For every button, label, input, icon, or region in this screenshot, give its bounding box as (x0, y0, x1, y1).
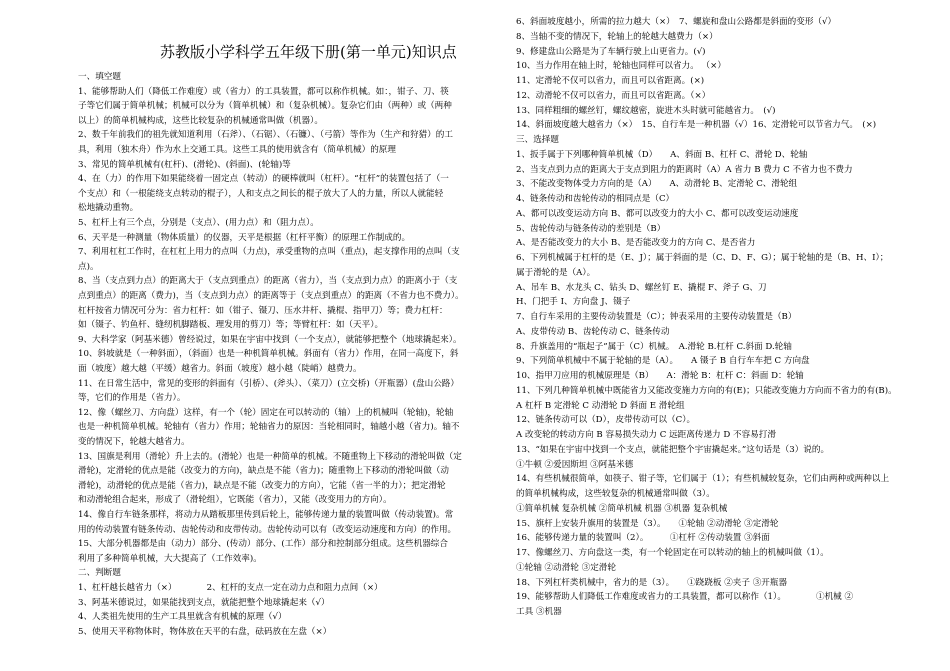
text-line: 2、当支点到力点的距离大于支点到阻力的距离时（A）A 省力 B 费力 C 不省力也不费力 (516, 164, 853, 175)
text-line: 以上）的简单机械构成，这些比较复杂的机械通常叫做（机器）。 (78, 115, 323, 126)
text-line: 也是一种机简单机械。轮轴有（省力）作用；轮轴省力的原因：当轮相同时，轴越小越（省力)。轴不 (78, 422, 460, 433)
text-line: A 改变轮的转动方向 B 容易损失动力 C 远距离传递力 D 不容易打滑 (516, 430, 776, 440)
text-line: 15、大部分机器都是由（动力）部分、(传动）部分、(工作）部分和控制部分组成。这些机器综合 (78, 539, 448, 550)
text-line: 6、斜面坡度越小，所需的拉力越大（×） 7、螺旋和盘山公路都是斜面的变形（√） (516, 17, 837, 27)
text-line: 5、齿轮传动与链条传动的差别是（B） (516, 223, 666, 234)
text-line: 13、国旗是利用（滑轮）升上去的。(滑轮）也是一种简单的机械。不随重物上下移动的滑轮叫做（定 (78, 451, 462, 462)
text-line: 二、判断题 (78, 568, 121, 579)
text-line: 面（坡度）越大越（平缓）越省力。斜面（坡度）越小越（陡峭）越费力。 (78, 364, 362, 374)
text-line: 9、修建盘山公路是为了车辆行驶上山更省力。(√) (516, 46, 706, 57)
text-line: 8、当（支点到力点）的距离大于（支点到重点）的距离（省力），当（支点到力点）的距离小于（支 (78, 276, 458, 287)
text-line: 3、阿基米德说过，如果能找到支点，就能把整个地球撬起来（√） (78, 597, 330, 608)
text-line: 松地撬动重物。 (78, 203, 139, 214)
text-line: 5、使用天平称物体时，物体放在天平的右盘，砝码放在左盘（×） (78, 626, 332, 637)
text-line: 10、当力作用在轴上时，轮轴也同样可以省力。 （×） (516, 61, 726, 72)
text-line: 6、天平是一种测量（物体质量）的仪器，天平是根据（杠杆平衡）的原理工作制成的。 (78, 232, 411, 243)
text-line: 14、像自行车链条那样，将动力从踏板那里传到后轮上，能够传递力量的装置叫做（传动装置)。常 (78, 510, 454, 520)
text-line: 3、不能改变物体受力方向的是（A） A、动滑轮 B、定滑轮 C、滑轮组 (516, 179, 798, 190)
text-line: 11、定滑轮不仅可以省力，而且可以省距离。(×) (516, 76, 705, 86)
text-line: 18、下列杠杆类机械中，省力的是（3）。 ①跷跷板 ②夹子 ③开瓶器 (516, 577, 788, 588)
text-line: 子等它们属于简单机械；机械可以分为（简单机械）和（复杂机械）。复杂它们由（两种）或（两种 (78, 101, 452, 112)
text-line: 杠杆按省力情况可分为：省力杠杆：如（钳子、镊刀、压水井杆、撬棍、指甲刀）等；费力杠杆： (78, 305, 448, 316)
text-line: 具，利用（独木舟）作为水上交通工具。这些工具的使用就含有（简单机械）的原理 (78, 145, 396, 155)
text-line: 8、当轴不变的情况下，轮轴上的轮越大越费力（×） (516, 31, 718, 42)
text-line: 6、下列机械属于杠杆的是（E、J）；属于斜面的是（C、D、F、G）；属于轮轴的是（B、H、I）； (516, 253, 889, 263)
text-line: 2、数千年前我们的祖先就知道利用（石斧）、（石锯）、（石镰）、（弓箭）等作为（生产和狩猎）的工 (78, 130, 453, 141)
text-line: 1、能够帮助人们（降低工作难度）或（省力）的工具装置，都可以称作机械。如：，钳子、刀、筷 (78, 86, 449, 97)
text-line: 点)。 (78, 261, 99, 272)
text-line: 利用了多种简单机械，大大提高了（工作效率)。 (78, 553, 262, 564)
text-line: 等，它们的作用是（省力）。 (78, 393, 186, 404)
text-line: 7、自行车采用的主要传动装置是（C）；钟表采用的主要传动装置是（B） (516, 312, 797, 322)
text-line: 13、同样粗细的螺丝钉，螺纹越密，旋进木头时就可能越省力。 (√) (516, 105, 776, 116)
text-line: 12、像（螺丝刀、方向盘）这样，有一个（轮）固定在可以转动的（轴）上的机械叫（轮轴)，轮轴 (78, 407, 454, 418)
text-line: 14、斜面坡度越大越省力（×） 15、自行车是一种机器（√）16、定滑轮可以节省力气。 (×) (516, 120, 877, 131)
text-line: 12、动滑轮不仅可以省力，而且可以省距离。（×） (516, 90, 711, 101)
text-line: 工具 ③机器 (516, 607, 562, 617)
text-line: 17、像螺丝刀、方向盘这一类，有一个轮固定在可以转动的轴上的机械叫做（1）。 (516, 548, 829, 558)
text-line: A 杠杆 B 定滑轮 C 动滑轮 D 斜面 E 滑轮组 (516, 400, 685, 411)
text-line: 个支点）和（一根能绕支点转动的棍子），人和支点之间长的棍子放大了人的力量，所以人就能轻 (78, 188, 444, 199)
text-line: 属于滑轮的是（A）。 (516, 267, 596, 278)
text-line: 16、能够传递力量的装置叫（2）。 ①杠杆 ②传动装置 ③斜面 (516, 533, 770, 544)
text-line: 7、利用杠杠工作时，在杠杠上用力的点叫（力点)，承受重物的点叫（重点)，起支撑作用的点叫（支 (78, 247, 460, 258)
text-line: 3、常见的简单机械有(杠杆)、(滑轮)、(斜面)、(轮轴)等 (78, 159, 291, 170)
text-line: 14、有些机械很简单，如筷子、钳子等，它们属于（1）；有些机械较复杂，它们由两种或两种以上 (516, 474, 890, 485)
text-line: 一、填空题 (78, 72, 121, 82)
text-line: 的简单机械构成，这些较复杂的机械通常叫做（3）。 (516, 489, 715, 499)
text-line: 滑轮)，动滑轮的优点是能（省力)，缺点是不能（改变力的方向），它能（省一半的力）；把定滑轮 (78, 480, 446, 491)
text-line: 点到重点）的距离（费力)，当（支点到力点）的距离等于（支点到重点）的距离（不省力也不费力）。 (78, 291, 464, 301)
text-line: ①简单机械 复杂机械 ②简单机械 机器 ③机器 复杂机械 (516, 503, 728, 514)
text-line: 1、杠杆越长越省力（×） 2、杠杆的支点一定在动力点和阻力点间（×） (78, 583, 383, 593)
text-line: 三、选择题 (516, 135, 559, 145)
text-line: 19、能够帮助人们降低工作难度或省力的工具装置，都可以称作（1）。 ①机械 ② (516, 592, 854, 603)
text-line: 12、链条传动可以（D），皮带传动可以（C）。 (516, 415, 696, 426)
text-line: 滑轮)，定滑轮的优点是能（改变力的方向)，缺点是不能（省力)；随重物上下移动的滑轮叫做（动 (78, 466, 449, 477)
text-line: 9、大科学家（阿基米德）曾经说过，如果在宇宙中找到（一个支点），就能够把整个（地球撬起来）。 (78, 334, 462, 345)
text-line: 4、人类祖先使用的生产工具里就含有机械的原理（√） (78, 612, 287, 623)
text-line: 和动滑轮组合起来，形成了（滑轮组），它既能（省力），又能（改变用力的方向）。 (78, 495, 392, 506)
text-line: 10、指甲刀应用的机械原理是（B） A：滑轮 B：杠杆 C：斜面 D：轮轴 (516, 371, 804, 381)
text-line: A、是否能改变力的大小 B、是否能改变力的方向 C、是否省力 (516, 238, 756, 249)
text-line: ①牛顿 ②爱因斯坦 ③阿基米德 (516, 459, 634, 470)
text-line: 变的情况下，轮越大越省力。 (78, 437, 190, 447)
text-line: A、吊车 B、水龙头 C、钻头 D、螺丝钉 E、撬棍 F、斧子 G、刀 (516, 282, 767, 293)
text-line: 1、扳手属于下列哪种简单机械（D） A、斜面 B、杠杆 C、滑轮 D、轮轴 (516, 149, 808, 160)
text-line: A、都可以改变运动方向 B、都可以改变力的大小 C、都可以改变运动速度 (516, 208, 799, 219)
text-line: 如（镊子、钓鱼杆、缝纫机脚踏板、理发用的剪刀）等；等臂杠杆：如（天平）。 (78, 320, 384, 331)
text-line: 4、链条传动和齿轮传动的相同点是（C） (516, 194, 675, 204)
text-line: 5、杠杆上有三个点，分别是（支点）、(用力点）和（阻力点）。 (78, 218, 319, 228)
text-line: 用的传动装置有链条传动、齿轮传动和皮带传动。齿轮传动可以有（改变运动速度和方向）的作用。 (78, 524, 457, 535)
text-line: 15、旗杆上安装升旗用的装置是（3）。 ①轮轴 ②动滑轮 ③定滑轮 (516, 518, 779, 529)
text-line: 11、下列几种简单机械中既能省力又能改变施力方向的有(E)；只能改变施力方向而不省力的有(B)。 (516, 385, 897, 396)
text-line: 10、斜坡就是（一种斜面），（斜面）也是一种机简单机械。斜面有（省力）作用，在同一高度下，斜 (78, 349, 459, 360)
text-line: H、门把手 I、方向盘 J、镊子 (516, 297, 631, 308)
page-title: 苏教版小学科学五年级下册(第一单元)知识点 (160, 43, 457, 61)
text-line: A、皮带传动 B、齿轮传动 C、链条传动 (516, 326, 670, 337)
text-line: 9、下列简单机械中不属于轮轴的是（A）。 A 镊子 B 自行车车把 C 方向盘 (516, 356, 810, 367)
text-line: 8、升旗盖用的“瓶起子”属于（C）机械。 A.滑轮 B.杠杆 C.斜面 D.轮轴 (516, 341, 792, 352)
text-line: 11、在日常生活中，常见的变形的斜面有（引桥）、(斧头）、（菜刀）(立交桥)（开瓶器）(盘山公路） (78, 378, 459, 389)
text-line: ①轮轴 ②动滑轮 ③定滑轮 (516, 562, 616, 573)
text-line: 4、在（力）的作用下如果能绕着一固定点（转动）的硬棒就叫（杠杆）。“杠杆”的装置包括了（一 (78, 174, 449, 185)
text-line: 13、“如果在宇宙中找到一个支点，就能把整个宇宙撬起来。”这句话是（3）说的。 (516, 444, 830, 455)
